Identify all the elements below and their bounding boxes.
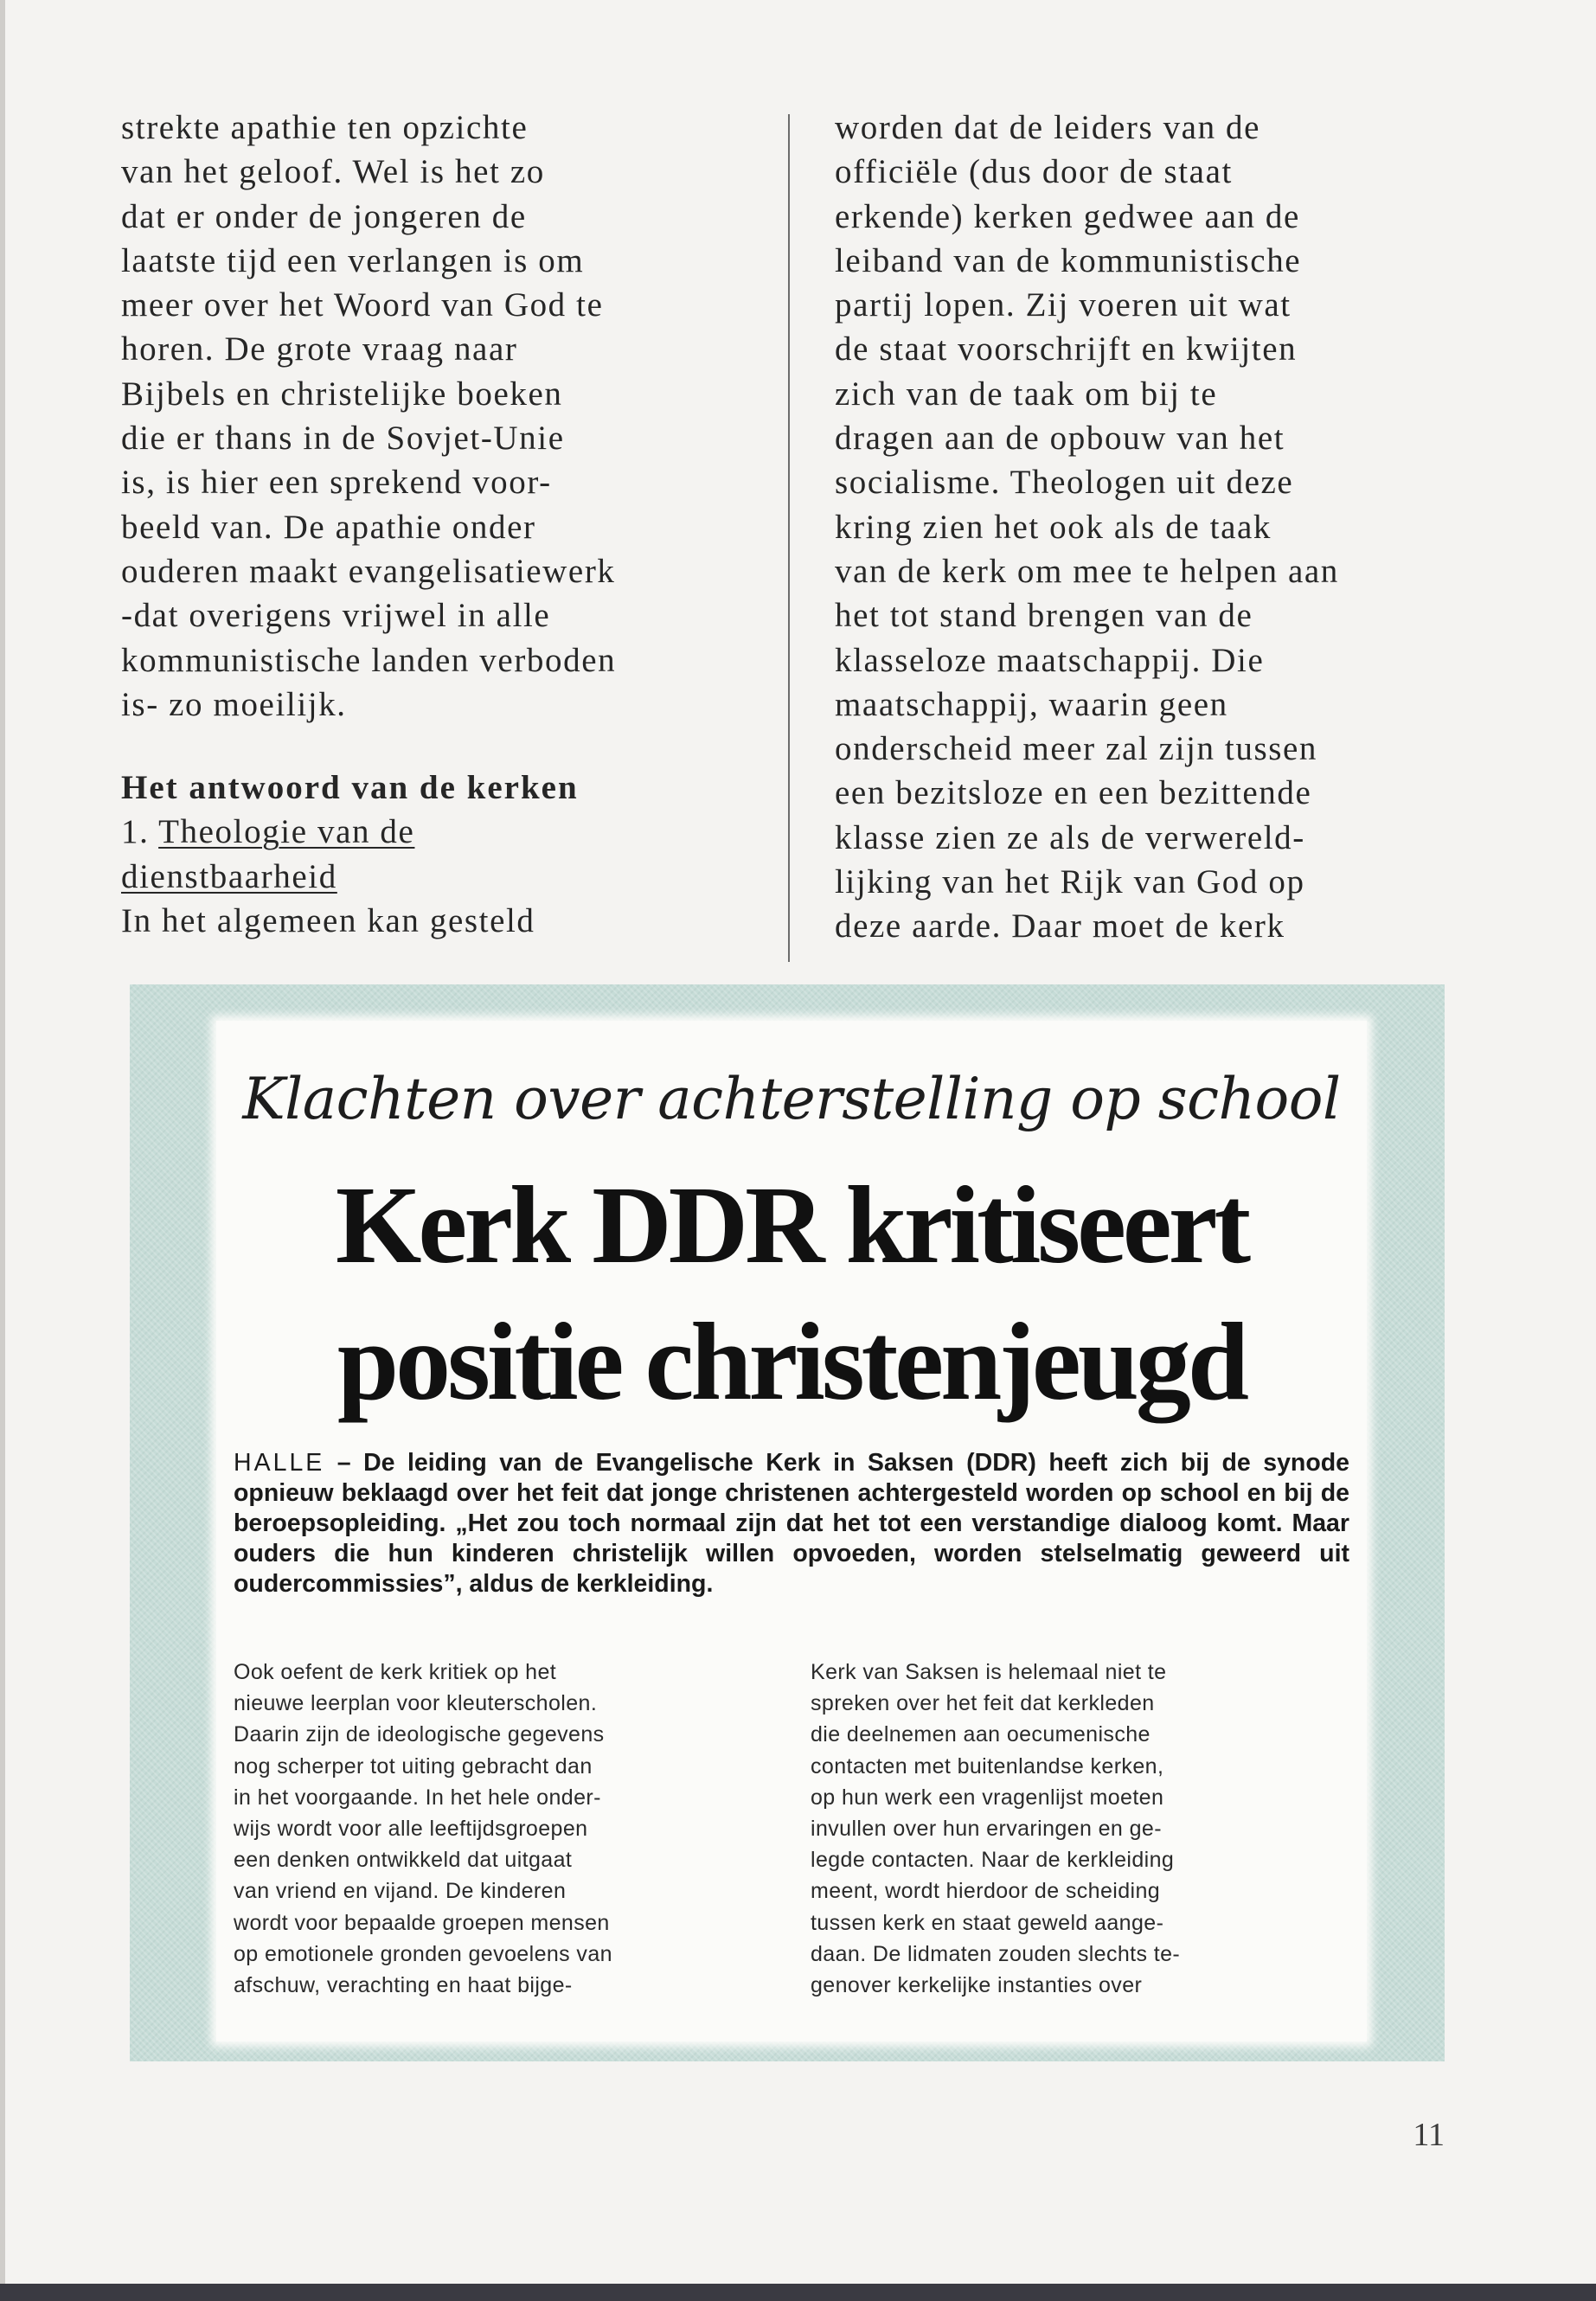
clipping-line: nieuwe leerplan voor kleuterscholen.: [234, 1691, 598, 1716]
text-line: dat er onder de jongeren de: [121, 197, 527, 235]
text-line: beeld van. De apathie onder: [121, 508, 536, 546]
text-line: In het algemeen kan gesteld: [121, 902, 535, 940]
clipping-paper: [216, 1021, 1367, 2041]
text-line: onderscheid meer zal zijn tussen: [835, 730, 1318, 768]
clipping-line: wordt voor bepaalde groepen mensen: [234, 1910, 610, 1935]
text-line: ouderen maakt evangelisatiewerk: [121, 552, 616, 590]
numbered-heading-line: [121, 855, 796, 899]
section-subheading: Het antwoord van de kerken: [121, 769, 579, 807]
clipping-line: die deelnemen aan oecumenische: [811, 1722, 1151, 1747]
article-column-right: [835, 106, 1579, 949]
page-number: 11: [1413, 2117, 1445, 2153]
clipping-headline-line: positie christenjeugd: [337, 1300, 1247, 1423]
clipping-line: daan. De lidmaten zouden slechts te-: [811, 1941, 1181, 1966]
text-line: meer over het Woord van God te: [121, 286, 604, 324]
clipping-headline-line: Kerk DDR kritiseert: [335, 1163, 1248, 1286]
clipping-line: Kerk van Saksen is helemaal niet te: [811, 1660, 1167, 1684]
text-line: laatste tijd een verlangen is om: [121, 241, 585, 279]
text-line: deze aarde. Daar moet de kerk: [835, 907, 1285, 945]
text-line: is, is hier een sprekend voor-: [121, 464, 552, 502]
text-line: de staat voorschrijft en kwijten: [835, 330, 1298, 369]
clipping-line: spreken over het feit dat kerkleden: [811, 1691, 1155, 1716]
clipping-lead: [234, 1448, 1349, 1599]
text-line: van het geloof. Wel is het zo: [121, 153, 545, 191]
paragraph-gap: [121, 727, 796, 766]
clipping-line: van vriend en vijand. De kinderen: [234, 1879, 567, 1904]
text-line: van de kerk om mee te helpen aan: [835, 552, 1339, 590]
article-column-left: [121, 106, 796, 943]
clipping-column-right: [811, 1657, 1347, 2001]
text-line: het tot stand brengen van de: [835, 597, 1253, 635]
clipping-line: genover kerkelijke instanties over: [811, 1973, 1143, 1998]
clipping-line: afschuw, verachting en haat bijge-: [234, 1973, 573, 1998]
text-line: kring zien het ook als de taak: [835, 508, 1272, 546]
clipping-line: Ook oefent de kerk kritiek op het: [234, 1660, 557, 1684]
clipping-line: wijs wordt voor alle leeftijdsgroepen: [234, 1817, 588, 1842]
text-line: een bezitsloze en een bezittende: [835, 774, 1312, 812]
page-edge: [0, 0, 5, 2301]
text-line: klasse zien ze als de verwereld-: [835, 818, 1305, 856]
list-number: 1.: [121, 813, 159, 851]
newspaper-clipping: [130, 984, 1445, 2061]
text-line: kommunistische landen verboden: [121, 641, 617, 679]
text-line: Bijbels en christelijke boeken: [121, 375, 563, 413]
numbered-heading-line: [121, 810, 796, 854]
clipping-line: Daarin zijn de ideologische gegevens: [234, 1722, 605, 1747]
text-line: die er thans in de Sovjet-Unie: [121, 420, 565, 458]
clipping-line: contacten met buitenlandse kerken,: [811, 1753, 1164, 1779]
text-line: -dat overigens vrijwel in alle: [121, 597, 551, 635]
clipping-line: tussen kerk en staat geweld aange-: [811, 1910, 1164, 1935]
clipping-line: invullen over hun ervaringen en ge-: [811, 1817, 1162, 1842]
text-line: horen. De grote vraag naar: [121, 330, 518, 369]
text-line: leiband van de kommunistische: [835, 241, 1302, 279]
clipping-line: op hun werk een vragenlijst moeten: [811, 1785, 1164, 1810]
text-line: dragen aan de opbouw van het: [835, 420, 1285, 458]
text-line: maatschappij, waarin geen: [835, 685, 1228, 723]
text-line: officiële (dus door de staat: [835, 153, 1233, 191]
clipping-line: legde contacten. Naar de kerkleiding: [811, 1848, 1175, 1873]
numbered-title: dienstbaarheid: [121, 857, 337, 895]
clipping-kicker: Klachten over achterstelling op school: [242, 1066, 1341, 1132]
clipping-line: nog scherper tot uiting gebracht dan: [234, 1753, 593, 1779]
text-line: erkende) kerken gedwee aan de: [835, 197, 1300, 235]
text-line: zich van de taak om bij te: [835, 375, 1218, 413]
text-line: strekte apathie ten opzichte: [121, 109, 529, 146]
numbered-title: Theologie van de: [158, 813, 415, 851]
text-line: is- zo moeilijk.: [121, 685, 347, 723]
text-line: klasseloze maatschappij. Die: [835, 641, 1265, 679]
clipping-line: in het voorgaande. In het hele onder-: [234, 1785, 601, 1810]
text-line: socialisme. Theologen uit deze: [835, 464, 1294, 502]
text-line: partij lopen. Zij voeren uit wat: [835, 286, 1292, 324]
clipping-dateline: HALLE: [234, 1449, 325, 1477]
clipping-line: een denken ontwikkeld dat uitgaat: [234, 1848, 573, 1873]
clipping-lead-text: – De leiding van de Evangelische Kerk in Saksen (DDR) heeft zich bij de synode opnieuw beklaagd over het feit dat jonge christenen achtergesteld worden op school en bij de beroepsopleiding. „Het zou toch normaal zijn dat het tot een verstandige dialoog komt. Maar ouders die hun kinderen christelijk willen opvoeden, worden stelselmatig geweerd uit oudercommissies”, aldus de kerkleiding.: [234, 1449, 1349, 1598]
clipping-column-left: [234, 1657, 770, 2001]
clipping-line: op emotionele gronden gevoelens van: [234, 1941, 612, 1966]
bottom-edge: [0, 2284, 1596, 2301]
text-line: worden dat de leiders van de: [835, 109, 1261, 146]
text-line: lijking van het Rijk van God op: [835, 863, 1305, 901]
clipping-line: meent, wordt hierdoor de scheiding: [811, 1879, 1161, 1904]
column-divider: [788, 114, 790, 962]
